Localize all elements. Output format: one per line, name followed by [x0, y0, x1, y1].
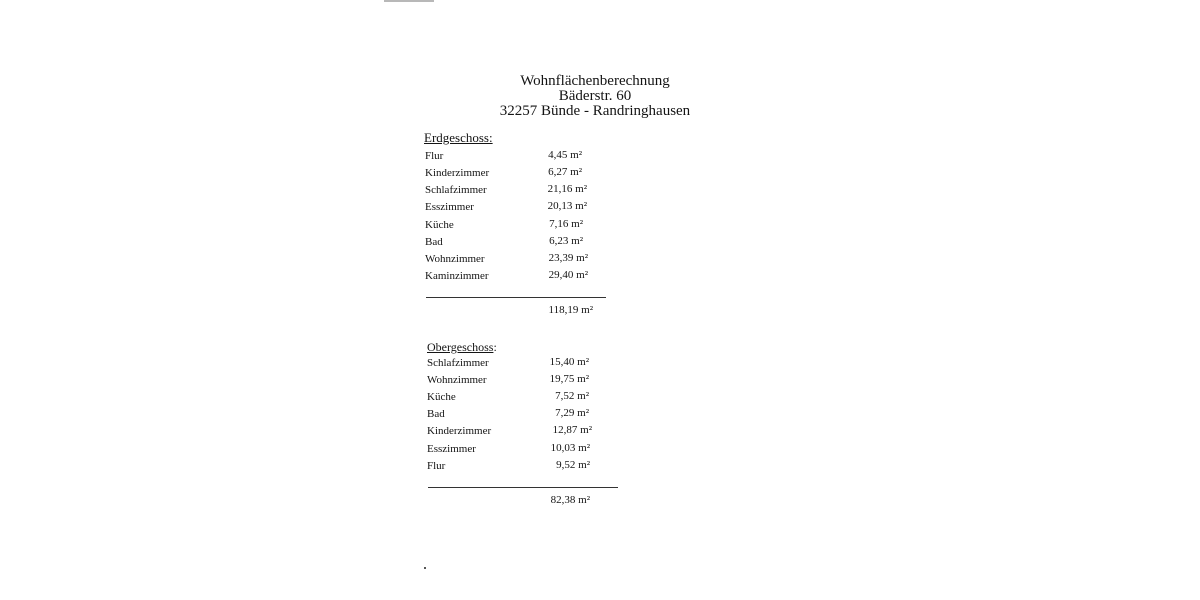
room-area: 23,39 m² [548, 252, 588, 264]
room-name: Bad [427, 408, 445, 420]
section-heading-colon: : [493, 340, 497, 354]
room-name: Flur [427, 460, 446, 472]
room-name: Kinderzimmer [427, 425, 492, 437]
document-street: Bäderstr. 60 [558, 88, 632, 104]
sum-divider [428, 487, 618, 488]
room-name: Wohnzimmer [427, 374, 487, 386]
room-name: Schlafzimmer [427, 357, 489, 369]
room-area: 6,23 m² [549, 235, 583, 247]
room-area: 29,40 m² [548, 269, 588, 281]
room-name: Küche [425, 219, 454, 231]
room-area: 4,45 m² [548, 149, 582, 161]
section-total: 82,38 m² [550, 494, 590, 506]
scan-edge-mark [384, 0, 434, 2]
room-name: Bad [425, 236, 443, 248]
room-name: Schlafzimmer [425, 184, 487, 196]
scan-speck [424, 567, 426, 569]
section-total: 118,19 m² [548, 304, 593, 316]
section-heading-text: Obergeschoss [427, 340, 494, 354]
sum-divider [426, 297, 606, 298]
room-area: 15,40 m² [549, 356, 589, 368]
room-area: 9,52 m² [556, 459, 590, 471]
room-area: 19,75 m² [549, 373, 589, 385]
section-heading-obergeschoss [427, 340, 497, 355]
room-area: 7,52 m² [555, 390, 589, 402]
document-header [455, 74, 735, 119]
room-name: Esszimmer [425, 201, 474, 213]
room-area: 21,16 m² [547, 183, 587, 195]
room-area: 10,03 m² [550, 442, 590, 454]
document-title: Wohnflächenberechnung [520, 73, 670, 89]
room-name: Esszimmer [427, 443, 476, 455]
room-area: 7,16 m² [549, 218, 583, 230]
room-area: 7,29 m² [555, 407, 589, 419]
room-area: 6,27 m² [548, 166, 582, 178]
room-area: 12,87 m² [552, 424, 592, 436]
room-name: Kaminzimmer [425, 270, 489, 282]
room-name: Kinderzimmer [425, 167, 490, 179]
room-name: Küche [427, 391, 456, 403]
room-name: Wohnzimmer [425, 253, 485, 265]
section-heading-erdgeschoss: Erdgeschoss: [424, 130, 493, 145]
room-name: Flur [425, 150, 444, 162]
room-area: 20,13 m² [547, 200, 587, 212]
document-city: 32257 Bünde - Randringhausen [499, 103, 691, 119]
